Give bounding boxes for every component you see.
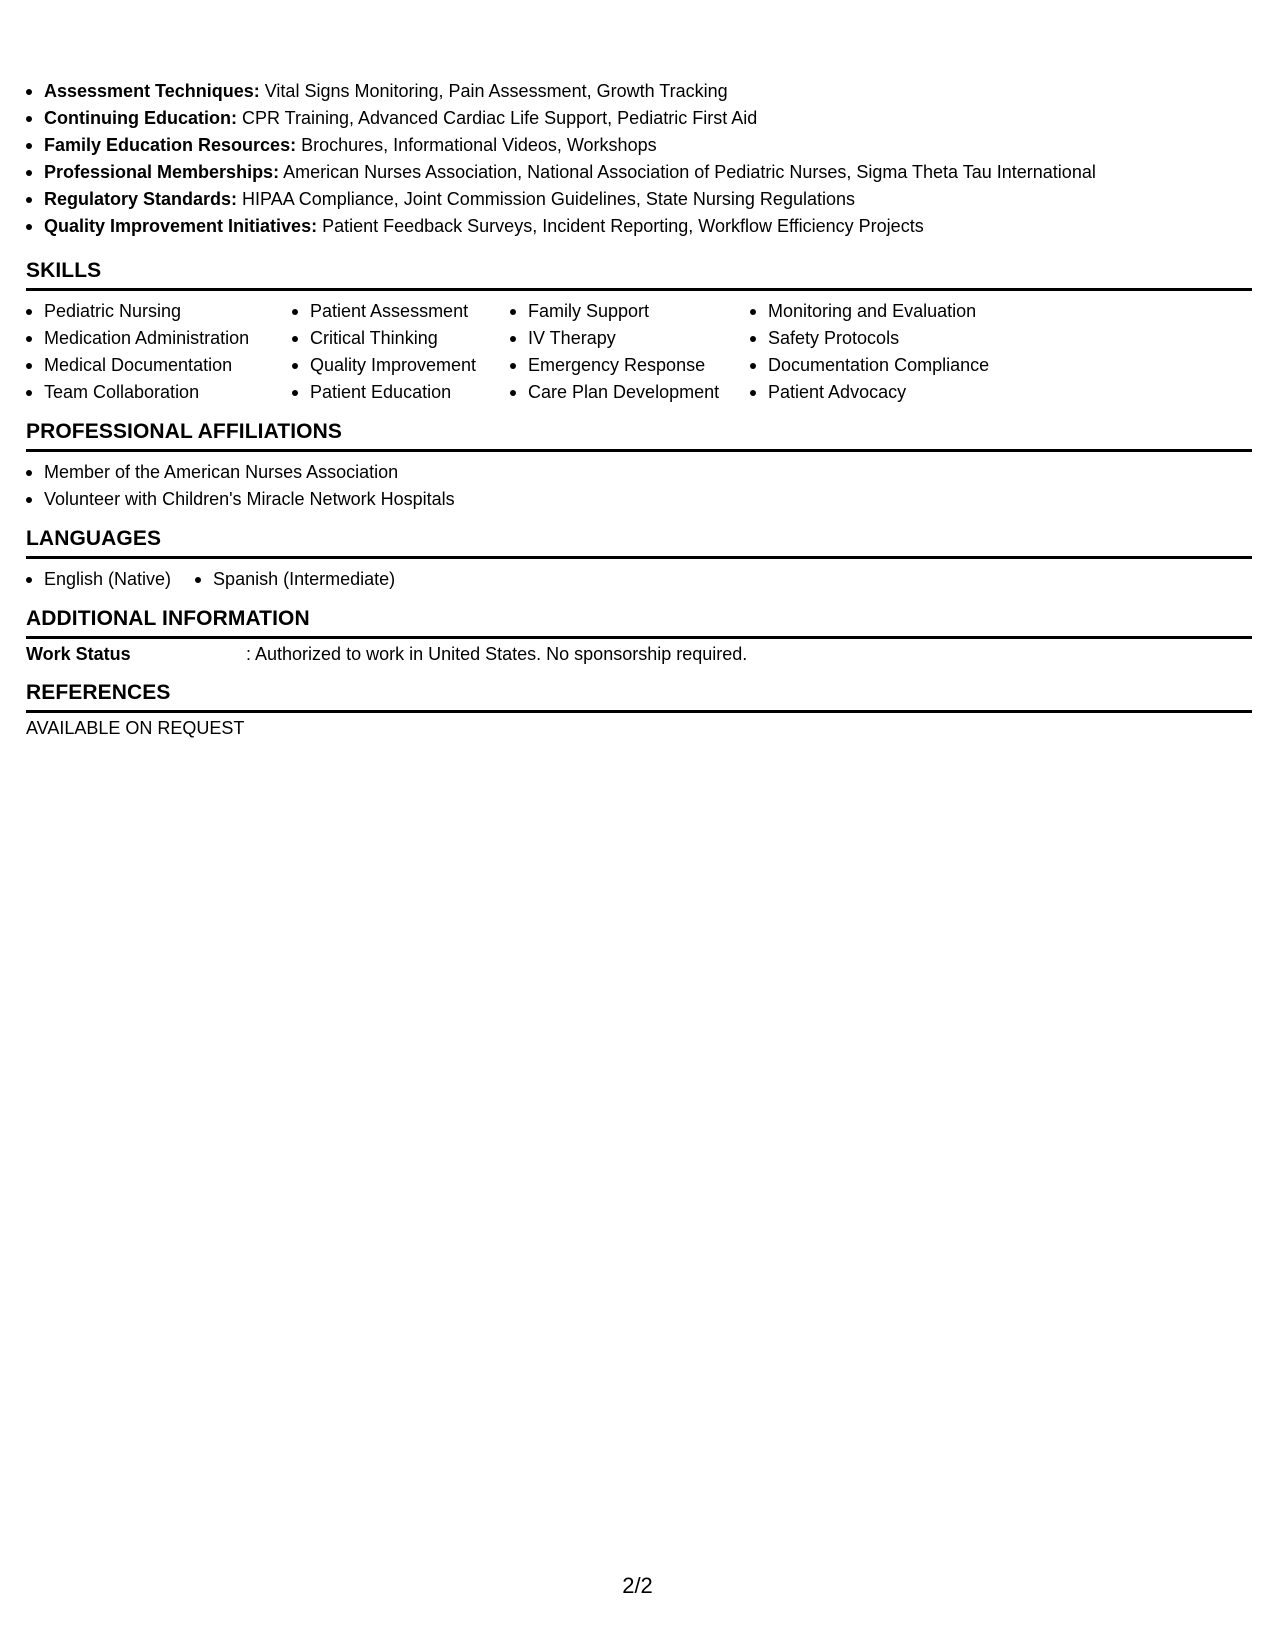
- languages-list: [26, 559, 1252, 593]
- list-item: Volunteer with Children's Miracle Network Hospitals: [26, 486, 1252, 513]
- section-title: REFERENCES: [26, 680, 1252, 713]
- skills-column: [510, 298, 728, 406]
- list-item: Care Plan Development: [510, 379, 728, 406]
- affiliations-list: [26, 452, 1252, 513]
- list-item: Safety Protocols: [750, 325, 1030, 352]
- references-text: AVAILABLE ON REQUEST: [26, 718, 245, 738]
- list-item: Medical Documentation: [26, 352, 270, 379]
- section-title: ADDITIONAL INFORMATION: [26, 606, 1252, 639]
- list-item: Emergency Response: [510, 352, 728, 379]
- list-item: IV Therapy: [510, 325, 728, 352]
- list-item: Spanish (Intermediate): [195, 566, 395, 593]
- list-item: Patient Education: [292, 379, 488, 406]
- list-item: Monitoring and Evaluation: [750, 298, 1030, 325]
- work-status-value: : Authorized to work in United States. No sponsorship required.: [246, 644, 748, 664]
- section-title: PROFESSIONAL AFFILIATIONS: [26, 419, 1252, 452]
- list-item: Medication Administration: [26, 325, 270, 352]
- list-item: Quality Improvement Initiatives: Patient Feedback Surveys, Incident Reporting, Workflow Efficiency Projects: [26, 213, 1252, 240]
- affiliations-section: [26, 419, 1252, 513]
- section-title: LANGUAGES: [26, 526, 1252, 559]
- work-status-label: Work Status: [26, 644, 131, 664]
- list-item: Patient Assessment: [292, 298, 488, 325]
- list-item: Family Education Resources: Brochures, Informational Videos, Workshops: [26, 132, 1252, 159]
- page-number: 2/2: [622, 1573, 653, 1598]
- references-section: [26, 680, 1252, 741]
- skills-section: [26, 258, 1252, 406]
- list-item: Quality Improvement: [292, 352, 488, 379]
- list-item: Patient Advocacy: [750, 379, 1030, 406]
- skills-column: [750, 298, 1030, 406]
- languages-section: [26, 526, 1252, 593]
- resume-content: [26, 78, 1252, 754]
- list-item: Pediatric Nursing: [26, 298, 270, 325]
- list-item: Professional Memberships: American Nurses Association, National Association of Pediatric Nurses, Sigma Theta Tau International: [26, 159, 1252, 186]
- list-item: Family Support: [510, 298, 728, 325]
- list-item: Documentation Compliance: [750, 352, 1030, 379]
- skills-column: [26, 298, 270, 406]
- list-item: Assessment Techniques: Vital Signs Monitoring, Pain Assessment, Growth Tracking: [26, 78, 1252, 105]
- additional-info-section: [26, 606, 1252, 667]
- list-item: Critical Thinking: [292, 325, 488, 352]
- section-title: SKILLS: [26, 258, 1252, 291]
- list-item: Member of the American Nurses Association: [26, 459, 1252, 486]
- list-item: Regulatory Standards: HIPAA Compliance, Joint Commission Guidelines, State Nursing Regulations: [26, 186, 1252, 213]
- details-list: [26, 78, 1252, 240]
- work-status-row: [26, 639, 1252, 667]
- list-item: Team Collaboration: [26, 379, 270, 406]
- list-item: Continuing Education: CPR Training, Advanced Cardiac Life Support, Pediatric First Aid: [26, 105, 1252, 132]
- skills-column: [292, 298, 488, 406]
- list-item: English (Native): [26, 566, 171, 593]
- skills-grid: [26, 291, 1252, 406]
